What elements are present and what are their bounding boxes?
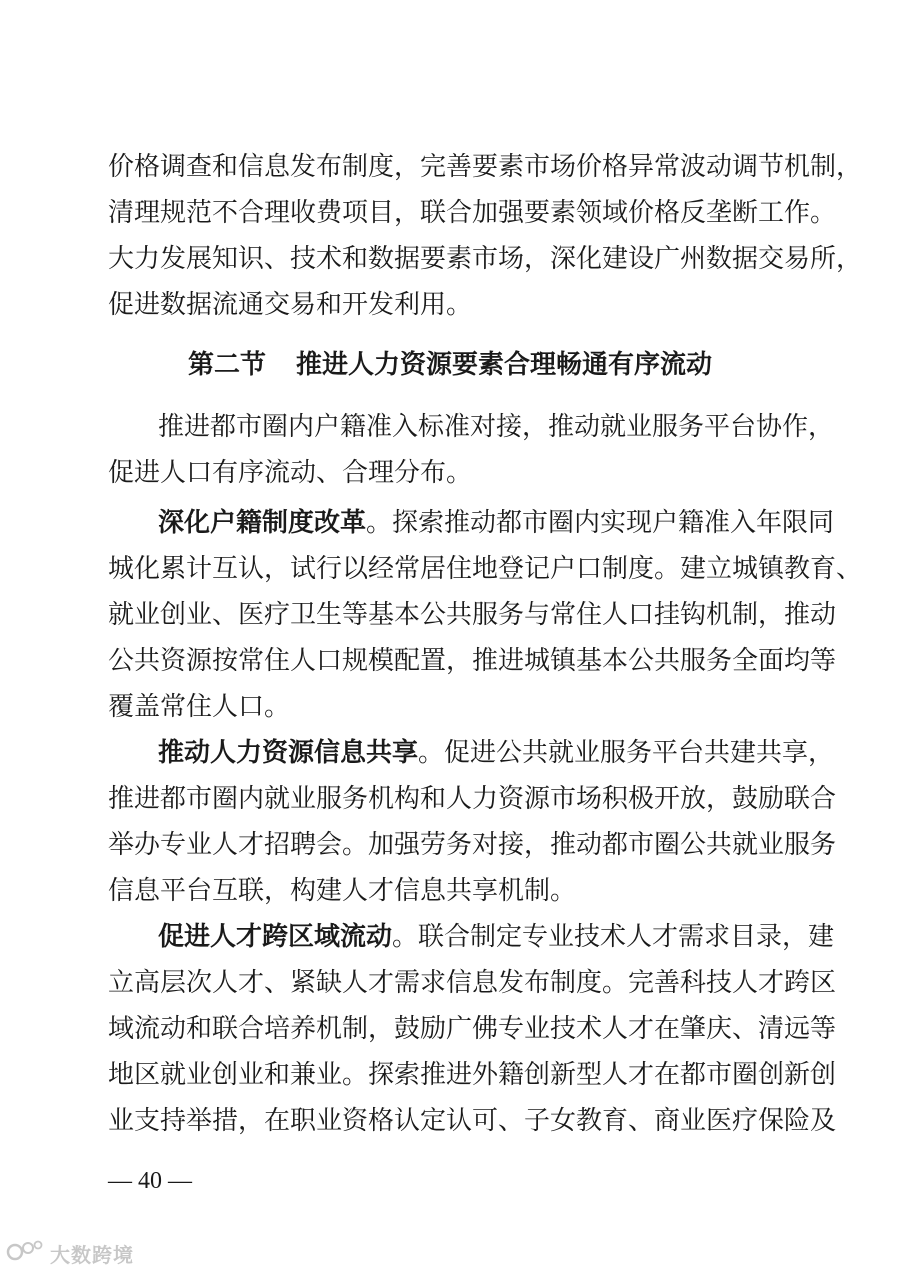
paragraph-5-line-2: 立高层次人才、紧缺人才需求信息发布制度。完善科技人才跨区	[108, 968, 837, 998]
watermark	[6, 1240, 134, 1266]
paragraph-1-line-2: 清理规范不合理收费项目，联合加强要素领域价格反垄断工作。	[108, 198, 837, 228]
paragraph-5-lead: 促进人才跨区域流动	[158, 922, 393, 952]
paragraph-4-line-4: 信息平台互联，构建人才信息共享机制。	[108, 876, 577, 906]
paragraph-1-line-1: 价格调查和信息发布制度，完善要素市场价格异常波动调节机制，	[108, 152, 863, 182]
paragraph-1-line-4: 促进数据流通交易和开发利用。	[108, 290, 473, 320]
paragraph-4-first-line-rest: 。促进公共就业服务平台共建共享，	[418, 738, 835, 768]
watermark-text: 大数跨境	[50, 1242, 134, 1267]
paragraph-4-line-1	[158, 736, 835, 770]
paragraph-3-line-3: 就业创业、医疗卫生等基本公共服务与常住人口挂钩机制，推动	[108, 600, 837, 630]
section-heading	[0, 348, 900, 382]
section-number: 第二节	[187, 350, 266, 380]
paragraph-3-lead: 深化户籍制度改革	[158, 508, 367, 538]
paragraph-4-line-2: 推进都市圈内就业服务机构和人力资源市场积极开放，鼓励联合	[108, 784, 837, 814]
section-title: 推进人力资源要素合理畅通有序流动	[296, 350, 713, 380]
paragraph-4-lead: 推动人力资源信息共享	[158, 738, 419, 768]
paragraph-4-line-3: 举办专业人才招聘会。加强劳务对接，推动都市圈公共就业服务	[108, 830, 837, 860]
paragraph-3-first-line-rest: 。探索推动都市圈内实现户籍准入年限同	[366, 508, 835, 538]
paragraph-2-line-1: 推进都市圈内户籍准入标准对接，推动就业服务平台协作，	[158, 412, 835, 442]
watermark-logo-icon	[6, 1239, 46, 1267]
page-number: — 40 —	[108, 1168, 192, 1194]
paragraph-3-line-1	[158, 506, 835, 540]
paragraph-1-line-3: 大力发展知识、技术和数据要素市场，深化建设广州数据交易所，	[108, 244, 863, 274]
paragraph-5-line-1	[158, 920, 835, 954]
paragraph-5-line-3: 域流动和联合培养机制，鼓励广佛专业技术人才在肇庆、清远等	[108, 1014, 837, 1044]
paragraph-2-line-2: 促进人口有序流动、合理分布。	[108, 458, 473, 488]
paragraph-5-line-4: 地区就业创业和兼业。探索推进外籍创新型人才在都市圈创新创	[108, 1060, 837, 1090]
paragraph-3-line-2: 城化累计互认，试行以经常居住地登记户口制度。建立城镇教育、	[108, 554, 863, 584]
paragraph-3-line-5: 覆盖常住人口。	[108, 692, 291, 722]
paragraph-3-line-4: 公共资源按常住人口规模配置，推进城镇基本公共服务全面均等	[108, 646, 837, 676]
paragraph-5-first-line-rest: 。联合制定专业技术人才需求目录，建	[392, 922, 835, 952]
paragraph-5-line-5: 业支持举措，在职业资格认定认可、子女教育、商业医疗保险及	[108, 1106, 837, 1136]
